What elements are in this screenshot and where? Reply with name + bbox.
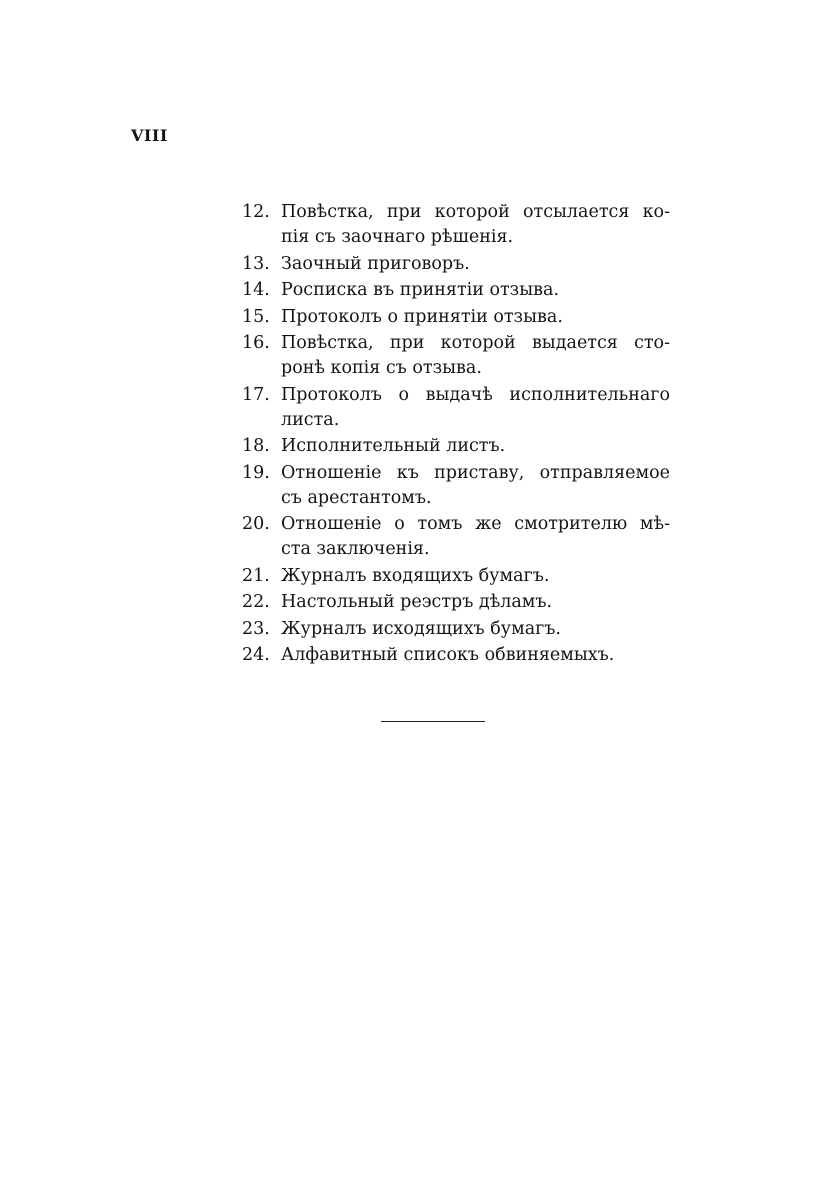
toc-item xyxy=(242,331,670,381)
toc-item-number: 14. xyxy=(242,280,270,300)
toc-item-number: 20. xyxy=(242,514,270,534)
toc-item xyxy=(242,305,670,330)
toc-item-number: 23. xyxy=(242,618,270,639)
toc-item-title xyxy=(281,305,670,330)
toc-item xyxy=(242,200,670,250)
toc-item-line: Алфавитный списокъ обвиняемыхъ. xyxy=(281,645,615,665)
section-divider xyxy=(381,721,485,722)
toc-item-number: 13. xyxy=(242,253,270,274)
toc-item-line: Повѣстка, при которой выдается сто- xyxy=(281,333,670,353)
table-of-contents xyxy=(242,200,670,670)
toc-item-line: Заочный приговоръ. xyxy=(281,253,470,274)
toc-item-line: Отношеніе къ приставу, отправляемое xyxy=(281,462,670,483)
toc-item xyxy=(242,643,670,668)
toc-item xyxy=(242,383,670,433)
toc-item-title xyxy=(281,512,670,562)
toc-item xyxy=(242,617,670,642)
toc-item-line: Отношеніе о томъ же смотрителю мѣ- xyxy=(281,514,670,534)
toc-item xyxy=(242,590,670,615)
toc-item-line: съ арестантомъ. xyxy=(281,487,432,508)
toc-item-title xyxy=(281,278,670,303)
toc-item-line: Повѣстка, при которой отсылается ко- xyxy=(281,202,670,222)
toc-item xyxy=(242,564,670,589)
page-number: VIII xyxy=(131,126,168,145)
toc-item-number: 18. xyxy=(242,436,270,456)
toc-item-title xyxy=(281,461,670,511)
toc-item-line: Протоколъ о принятіи отзыва. xyxy=(281,306,563,327)
toc-item xyxy=(242,461,670,511)
toc-item xyxy=(242,278,670,303)
toc-item-title xyxy=(281,590,670,615)
toc-item-number: 15. xyxy=(242,306,270,327)
toc-item-title xyxy=(281,383,670,433)
toc-item-line: Росписка въ принятіи отзыва. xyxy=(281,280,560,300)
toc-item-title xyxy=(281,617,670,642)
toc-item-number: 22. xyxy=(242,592,270,612)
toc-item xyxy=(242,434,670,459)
toc-item-title xyxy=(281,564,670,589)
toc-item-number: 21. xyxy=(242,565,270,586)
toc-item-number: 17. xyxy=(242,384,270,405)
toc-item-line: листа. xyxy=(281,409,340,430)
toc-item-title xyxy=(281,434,670,459)
toc-item-line: Журналъ входящихъ бумагъ. xyxy=(281,565,550,586)
toc-item-number: 12. xyxy=(242,202,270,222)
toc-item-line: пія съ заочнаго рѣшенія. xyxy=(281,227,514,247)
toc-item-line: ронѣ копія съ отзыва. xyxy=(281,358,482,378)
toc-item-line: ста заключенія. xyxy=(281,539,430,559)
toc-item-number: 16. xyxy=(242,333,270,353)
toc-item xyxy=(242,512,670,562)
toc-item-line: Протоколъ о выдачѣ исполнительнаго xyxy=(281,384,670,405)
toc-item xyxy=(242,252,670,277)
toc-item-line: Журналъ исходящихъ бумагъ. xyxy=(281,618,561,639)
toc-item-title xyxy=(281,643,670,668)
toc-item-number: 24. xyxy=(242,645,270,665)
toc-item-title xyxy=(281,331,670,381)
toc-item-line: Настольный реэстръ дѣламъ. xyxy=(281,592,553,612)
toc-item-title xyxy=(281,200,670,250)
toc-item-line: Исполнительный листъ. xyxy=(281,436,506,456)
toc-item-title xyxy=(281,252,670,277)
toc-item-number: 19. xyxy=(242,462,270,483)
